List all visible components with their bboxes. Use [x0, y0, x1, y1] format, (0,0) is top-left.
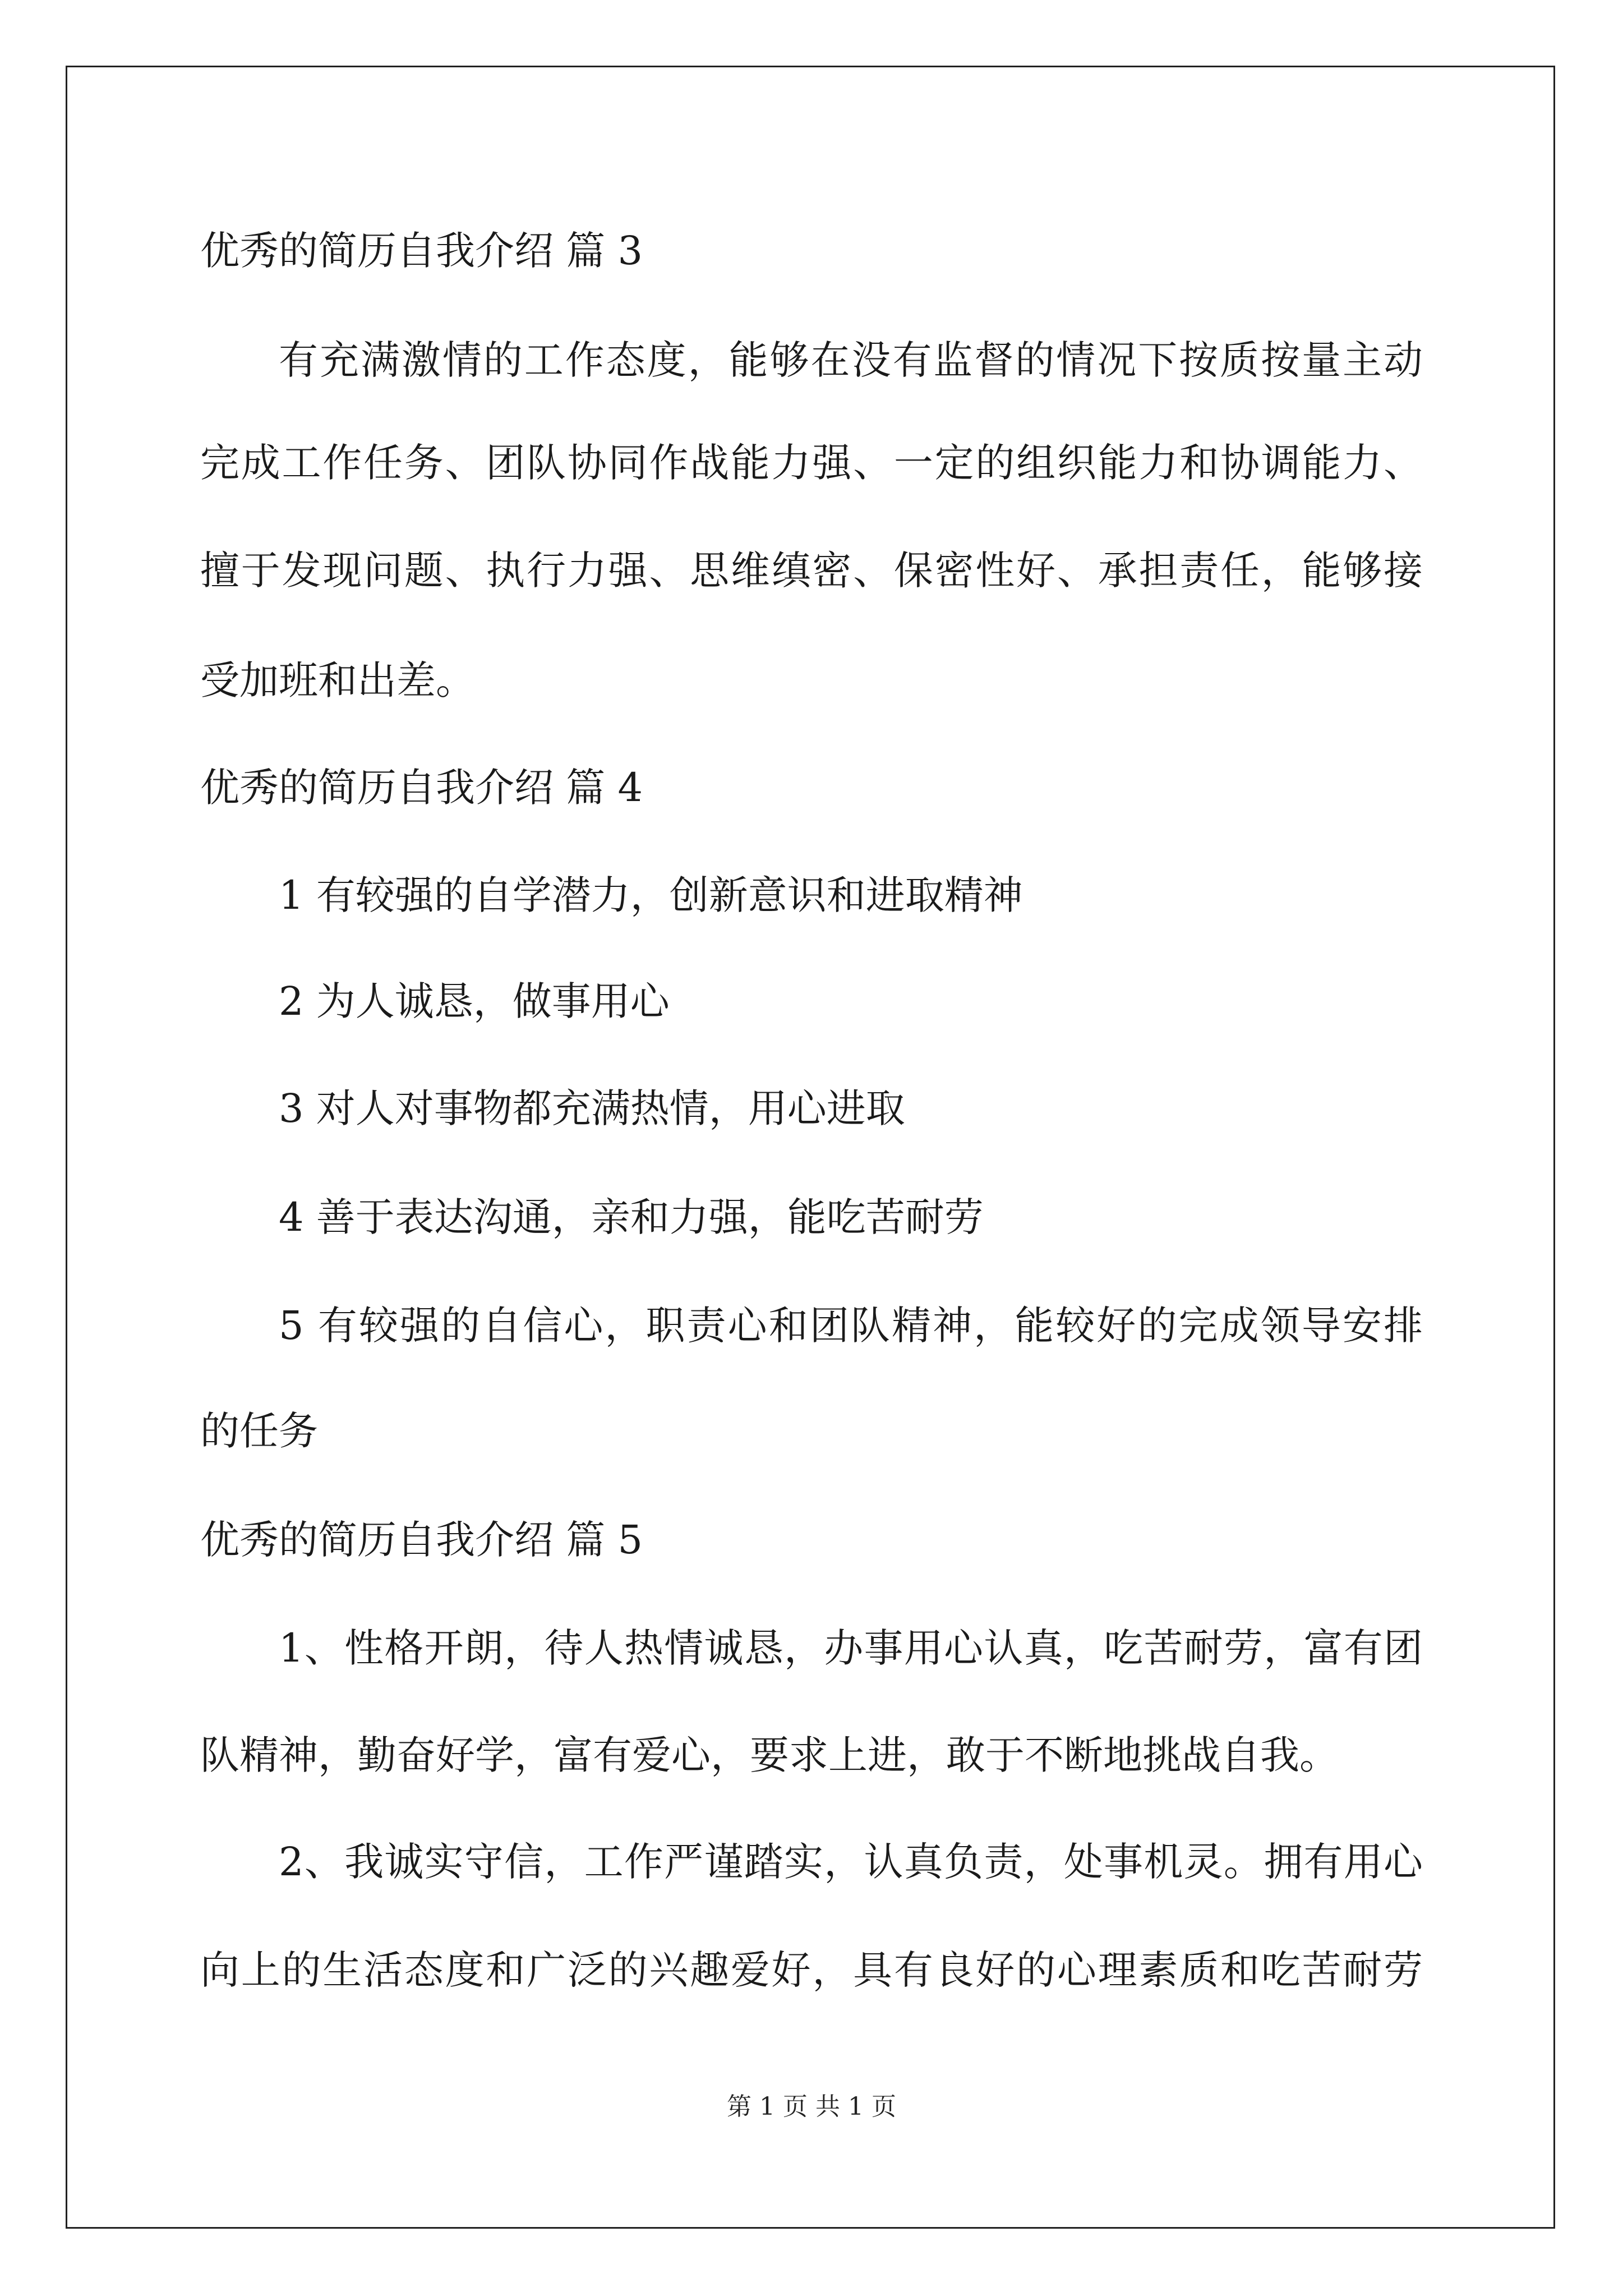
- list-item-continuation: 的任务: [200, 1408, 318, 1454]
- paragraph-line: 1、性格开朗，待人热情诚恳，办事用心认真，吃苦耐劳，富有团: [279, 1625, 1423, 1671]
- list-item: 5 有较强的自信心，职责心和团队精神，能较好的完成领导安排: [279, 1303, 1423, 1349]
- paragraph-line: 有充满激情的工作态度，能够在没有监督的情况下按质按量主动: [279, 337, 1423, 383]
- paragraph-line: 队精神，勤奋好学，富有爱心，要求上进，敢于不断地挑战自我。: [200, 1732, 1339, 1778]
- paragraph-line: 擅于发现问题、执行力强、思维缜密、保密性好、承担责任，能够接: [200, 547, 1423, 593]
- list-item: 4 善于表达沟通，亲和力强，能吃苦耐劳: [279, 1194, 984, 1240]
- paragraph-line: 完成工作任务、团队协同作战能力强、一定的组织能力和协调能力、: [200, 440, 1423, 486]
- section-heading: 优秀的简历自我介绍 篇 3: [200, 228, 643, 274]
- page-footer: 第 1 页 共 1 页: [727, 2092, 896, 2121]
- list-item: 1 有较强的自学潜力，创新意识和进取精神: [279, 872, 1023, 918]
- paragraph-line: 向上的生活态度和广泛的兴趣爱好，具有良好的心理素质和吃苦耐劳: [200, 1947, 1423, 1993]
- page-border: [66, 66, 1555, 2229]
- list-item: 2 为人诚恳，做事用心: [279, 978, 670, 1024]
- list-item: 3 对人对事物都充满热情，用心进取: [279, 1085, 905, 1131]
- section-heading: 优秀的简历自我介绍 篇 4: [200, 765, 643, 811]
- section-heading: 优秀的简历自我介绍 篇 5: [200, 1517, 643, 1563]
- paragraph-line: 受加班和出差。: [200, 657, 475, 703]
- paragraph-line: 2、我诚实守信，工作严谨踏实，认真负责，处事机灵。拥有用心: [279, 1839, 1423, 1885]
